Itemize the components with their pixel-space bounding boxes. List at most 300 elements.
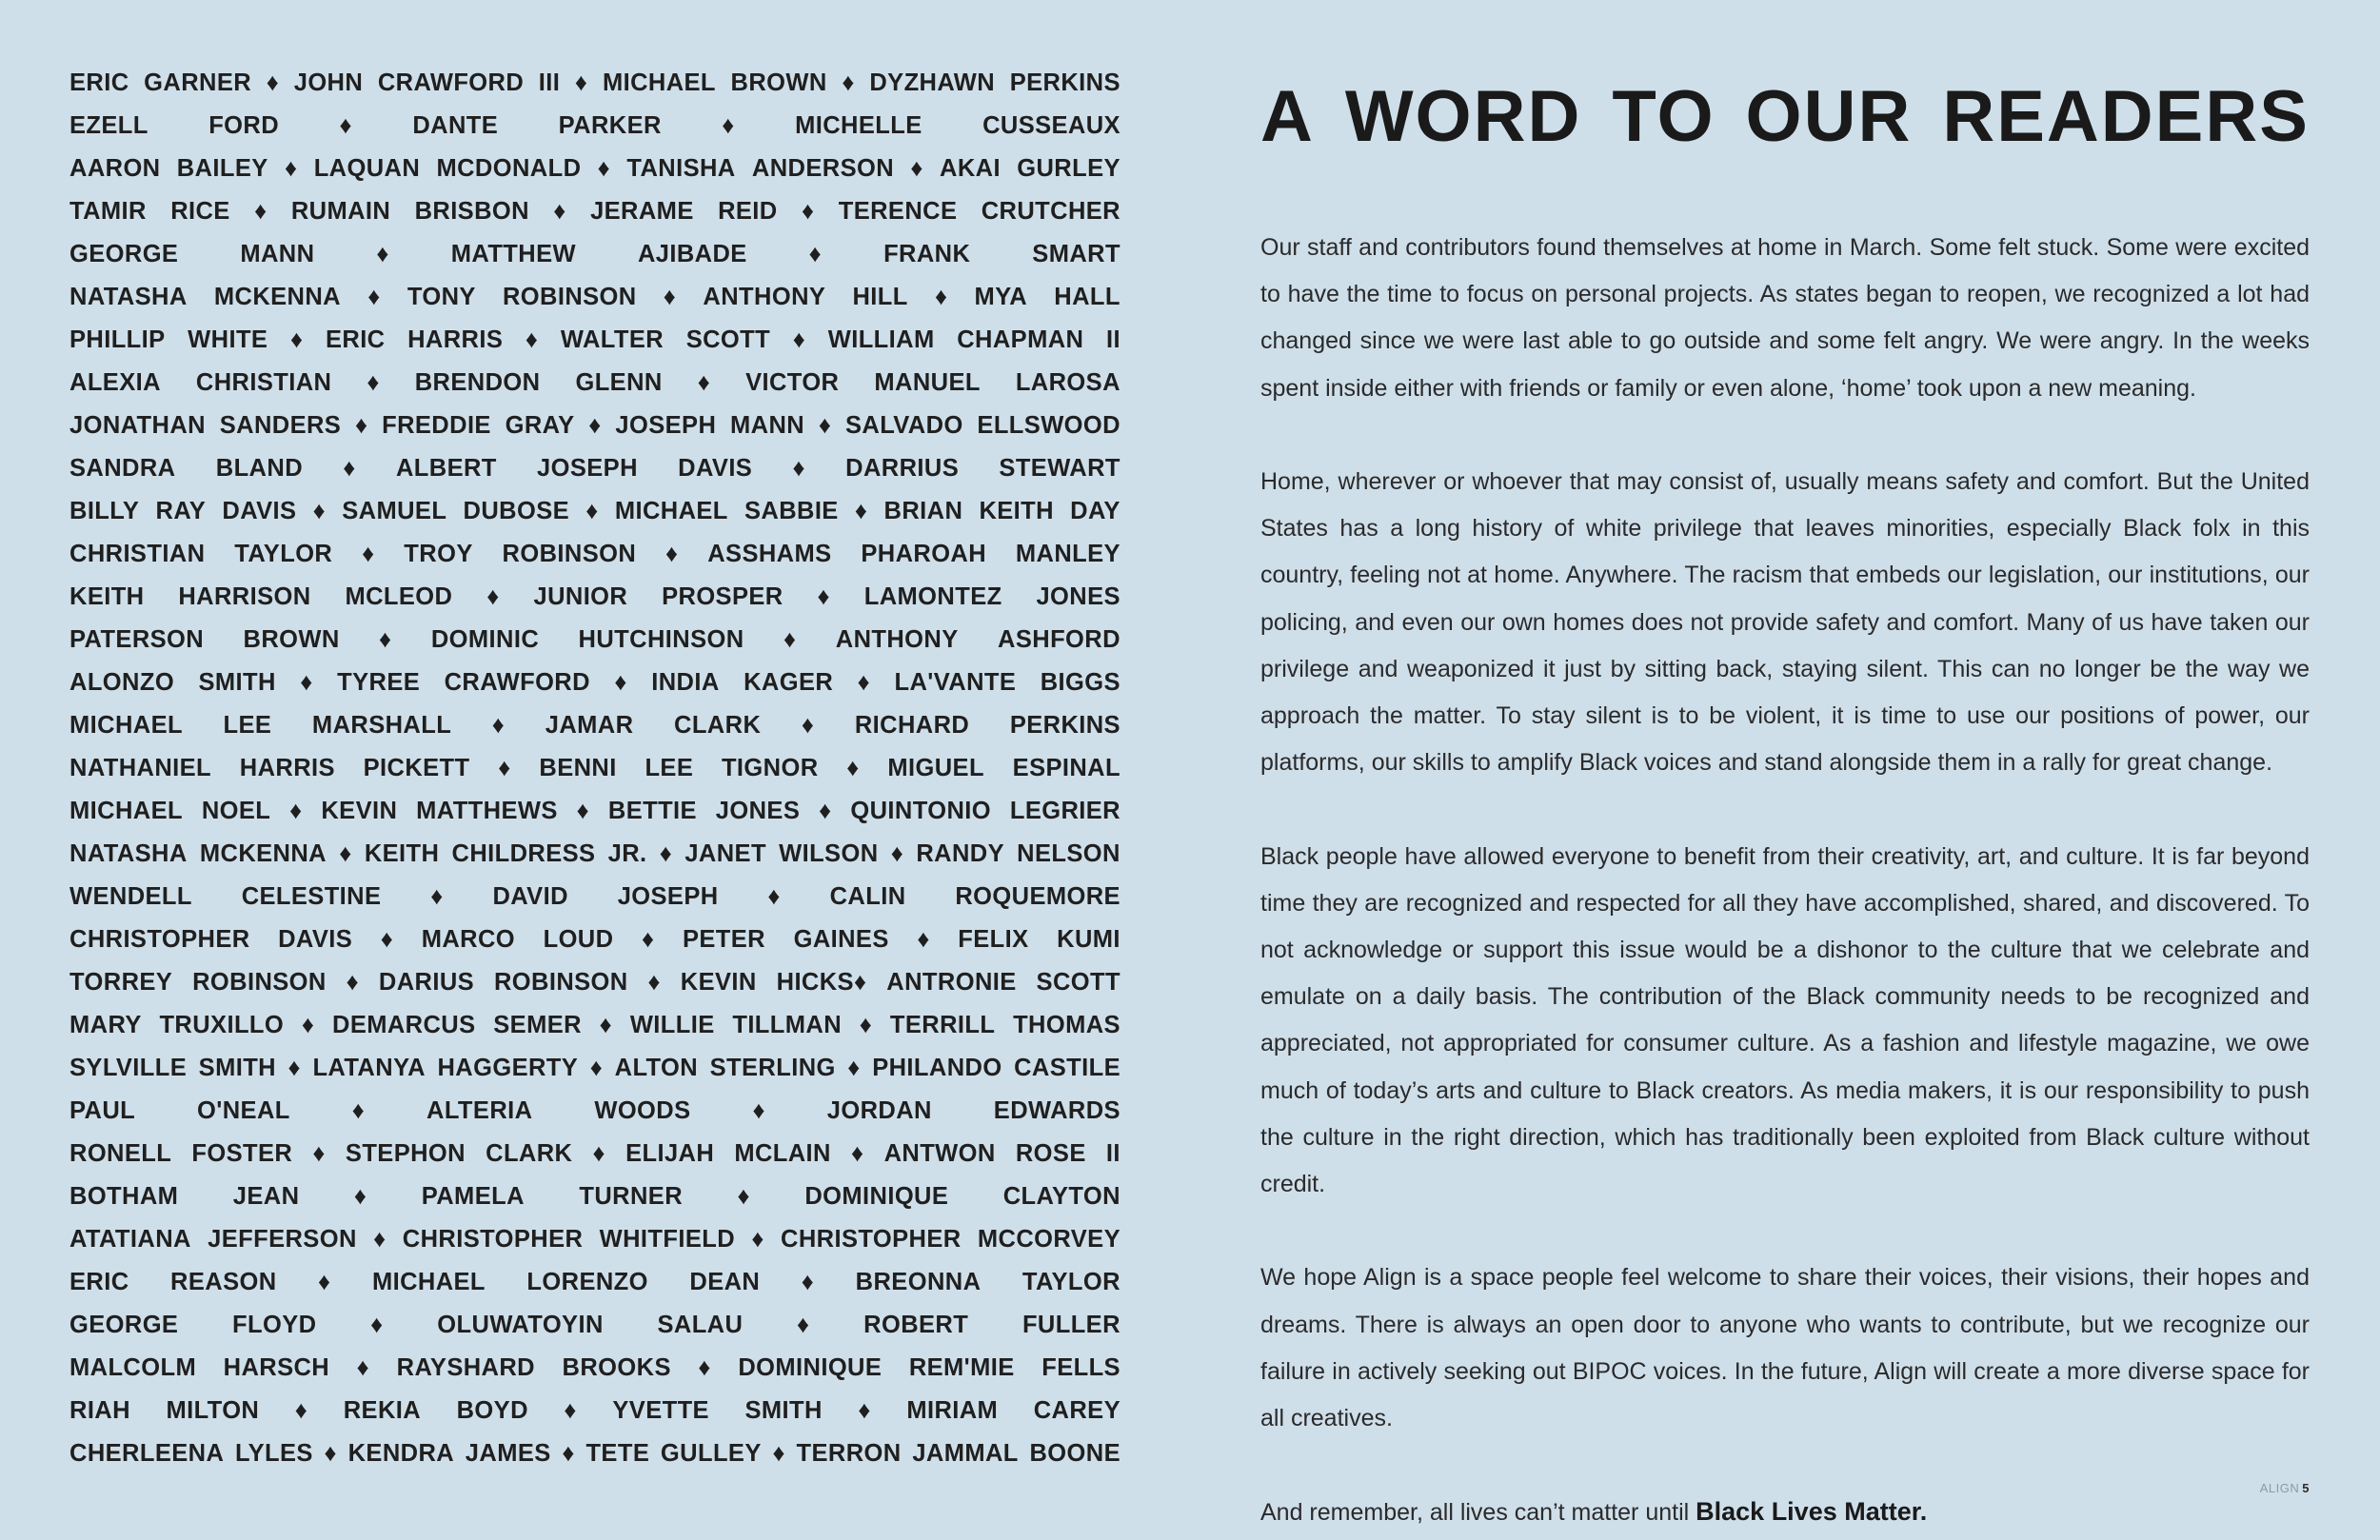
names-line (69, 661, 1121, 704)
name-word: MARSHALL (311, 712, 452, 739)
name-word: DAVIS (278, 926, 353, 953)
diamond-separator-icon: ♦ (842, 69, 855, 96)
name-word: CELESTINE (241, 883, 382, 910)
names-line (69, 918, 1121, 961)
names-line (69, 1432, 1121, 1475)
names-line (69, 233, 1121, 276)
name-word: LORENZO (526, 1269, 648, 1295)
name-word: TERENCE (838, 198, 958, 225)
diamond-separator-icon: ♦ (751, 1226, 764, 1253)
diamond-separator-icon: ♦ (376, 241, 389, 267)
name-word: MARCO (421, 926, 516, 953)
name-word: CLARK (486, 1140, 573, 1167)
name-word: O'NEAL (197, 1097, 290, 1124)
closing-text: And remember, all lives can’t matter until (1260, 1499, 1696, 1527)
name-word: ROQUEMORE (955, 883, 1121, 910)
diamond-separator-icon: ♦ (659, 840, 673, 867)
name-word: REKIA (343, 1397, 422, 1424)
name-word: HARRIS (239, 755, 335, 781)
name-word: ASHFORD (998, 626, 1121, 653)
name-word: SMITH (198, 1055, 276, 1081)
name-word: DEAN (689, 1269, 761, 1295)
names-line (69, 1090, 1121, 1133)
names-line (69, 276, 1121, 319)
name-word: CHERLEENA (69, 1440, 225, 1467)
name-word: TONY (407, 284, 476, 310)
name-word: JONES (1036, 583, 1121, 610)
diamond-separator-icon: ♦ (817, 583, 830, 610)
diamond-separator-icon: ♦ (254, 198, 268, 225)
name-word: SCOTT (685, 326, 771, 353)
name-word: MCLEOD (345, 583, 453, 610)
diamond-separator-icon: ♦ (353, 1183, 367, 1210)
name-word: JOHN (293, 69, 364, 96)
diamond-separator-icon: ♦ (430, 883, 444, 910)
diamond-separator-icon: ♦ (783, 626, 797, 653)
name-word: NOEL (201, 798, 271, 824)
name-word: TANISHA (626, 155, 736, 182)
name-word: TYREE (337, 669, 421, 696)
name-word: ALTERIA (426, 1097, 533, 1124)
diamond-separator-icon: ♦ (356, 1354, 370, 1381)
diamond-separator-icon: ♦ (367, 284, 381, 310)
name-word: GURLEY (1017, 155, 1121, 182)
names-line (69, 876, 1121, 918)
name-word: TETE (585, 1440, 650, 1467)
name-word: DOMINIQUE (804, 1183, 949, 1210)
name-word: CLARK (674, 712, 762, 739)
names-line (69, 1218, 1121, 1261)
diamond-separator-icon: ♦ (498, 755, 511, 781)
name-word: FULLER (1021, 1312, 1121, 1338)
name-word: CHAPMAN (957, 326, 1084, 353)
name-word: JAMES (465, 1440, 551, 1467)
diamond-separator-icon: ♦ (525, 326, 539, 353)
name-word: ERIC (69, 1269, 129, 1295)
closing-paragraph (1260, 1489, 2310, 1536)
diamond-separator-icon: ♦ (300, 669, 313, 696)
name-word: MCDONALD (436, 155, 582, 182)
diamond-separator-icon: ♦ (588, 412, 602, 439)
name-word: CHRISTOPHER (402, 1226, 584, 1253)
name-word: AJIBADE (637, 241, 747, 267)
diamond-separator-icon: ♦ (324, 1440, 337, 1467)
name-word: HILL (852, 284, 908, 310)
name-word: STERLING (709, 1055, 836, 1081)
name-word: PHILLIP (69, 326, 166, 353)
names-list (69, 62, 1121, 1475)
name-word: BILLY (69, 498, 140, 524)
name-word: THOMAS (1013, 1012, 1121, 1038)
names-line (69, 105, 1121, 148)
name-word: DAVID (492, 883, 568, 910)
name-word: MIGUEL (887, 755, 984, 781)
name-word: CHRISTOPHER (69, 926, 250, 953)
names-line (69, 405, 1121, 447)
name-word: NATASHA (69, 840, 188, 867)
name-word: PHAROAH (861, 541, 987, 567)
name-word: CRUTCHER (981, 198, 1121, 225)
diamond-separator-icon: ♦ (562, 1440, 575, 1467)
diamond-separator-icon: ♦ (339, 840, 352, 867)
name-word: LEE (223, 712, 272, 739)
names-line (69, 833, 1121, 876)
name-word: DOMINIC (430, 626, 540, 653)
name-word: DAVIS (222, 498, 297, 524)
name-word: FLOYD (232, 1312, 317, 1338)
name-word: ROBINSON (493, 969, 628, 996)
name-word: ASSHAMS (707, 541, 832, 567)
name-word: CHRISTIAN (195, 369, 332, 396)
diamond-separator-icon: ♦ (819, 798, 832, 824)
name-word: FREDDIE (382, 412, 491, 439)
name-word: MCLAIN (734, 1140, 831, 1167)
name-word: MARY (69, 1012, 142, 1038)
diamond-separator-icon: ♦ (934, 284, 948, 310)
name-word: ANTHONY (835, 626, 959, 653)
name-word: ROBINSON (192, 969, 327, 996)
name-word: BETTIE (607, 798, 697, 824)
diamond-separator-icon: ♦ (647, 969, 661, 996)
name-word: GRAY (505, 412, 575, 439)
name-word: WHITFIELD (599, 1226, 736, 1253)
name-word: TAYLOR (234, 541, 333, 567)
diamond-separator-icon: ♦ (847, 1055, 861, 1081)
name-word: RIAH (69, 1397, 130, 1424)
name-word: BRIAN (883, 498, 963, 524)
name-word: ALONZO (69, 669, 175, 696)
diamond-separator-icon: ♦ (597, 155, 611, 182)
name-word: ANTWON (883, 1140, 996, 1167)
diamond-separator-icon: ♦ (343, 455, 356, 482)
name-word: REID (718, 198, 778, 225)
name-word: JEFFERSON (208, 1226, 357, 1253)
article (1260, 67, 2310, 1537)
diamond-separator-icon: ♦ (846, 755, 860, 781)
name-word: WILLIAM (827, 326, 935, 353)
name-word: RICHARD (854, 712, 970, 739)
diamond-separator-icon: ♦ (564, 1397, 577, 1424)
name-word: LEE (645, 755, 694, 781)
paragraph-1: Our staff and contributors found themselves at home in March. Some felt stuck. Some were excited to have the time to focus on personal projects. As states began to reopen, we recognized a lot had changed since we were last able to go outside and some felt angry. We were angry. In the weeks spent inside either with friends or family or even alone, ‘home’ took upon a new meaning. (1260, 234, 2310, 402)
name-word: WOODS (594, 1097, 691, 1124)
name-word: DAVIS (678, 455, 753, 482)
name-word: MIRIAM (906, 1397, 999, 1424)
name-word: KAGER (744, 669, 834, 696)
name-word: LAMONTEZ (863, 583, 1002, 610)
name-word: ANDERSON (751, 155, 895, 182)
diamond-separator-icon: ♦ (288, 1055, 301, 1081)
article-body (1260, 225, 2310, 1537)
name-word: SABBIE (744, 498, 839, 524)
name-word: LEGRIER (1009, 798, 1121, 824)
name-word: KEVIN (680, 969, 757, 996)
name-word: HICKS♦ (776, 969, 867, 996)
name-word: CASTILE (1014, 1055, 1121, 1081)
name-word: BENNI (539, 755, 617, 781)
name-word: MATTHEWS (416, 798, 558, 824)
name-word: SYLVILLE (69, 1055, 188, 1081)
name-word: TERRILL (889, 1012, 996, 1038)
diamond-separator-icon: ♦ (294, 1397, 308, 1424)
names-line (69, 1304, 1121, 1347)
name-word: DEMARCUS (332, 1012, 476, 1038)
diamond-separator-icon: ♦ (339, 112, 352, 139)
name-word: VICTOR (745, 369, 840, 396)
name-word: GEORGE (69, 1312, 179, 1338)
name-word: SCOTT (1036, 969, 1121, 996)
name-word: PATERSON (69, 626, 205, 653)
name-word: BRENDON (414, 369, 541, 396)
name-word: JONATHAN (69, 412, 206, 439)
name-word: JUNIOR (533, 583, 628, 610)
name-word: MALCOLM (69, 1354, 197, 1381)
name-word: RAYSHARD (396, 1354, 535, 1381)
name-word: LA'VANTE (894, 669, 1017, 696)
name-word: AKAI (940, 155, 1001, 182)
name-word: PETER (682, 926, 766, 953)
magazine-name: ALIGN (2259, 1481, 2300, 1495)
names-line (69, 1047, 1121, 1090)
name-word: KEITH (979, 498, 1054, 524)
diamond-separator-icon: ♦ (697, 369, 711, 396)
name-word: PERKINS (1009, 69, 1121, 96)
diamond-separator-icon: ♦ (857, 669, 871, 696)
diamond-separator-icon: ♦ (289, 326, 304, 353)
name-word: DAY (1070, 498, 1121, 524)
names-line (69, 1133, 1121, 1175)
name-word: JOSEPH (537, 455, 638, 482)
diamond-separator-icon: ♦ (859, 1012, 873, 1038)
names-line (69, 747, 1121, 790)
name-word: MICHELLE (795, 112, 922, 139)
name-word: ERIC (325, 326, 386, 353)
diamond-separator-icon: ♦ (854, 498, 868, 524)
name-word: HARRIS (407, 326, 504, 353)
name-word: EZELL (69, 112, 149, 139)
diamond-separator-icon: ♦ (910, 155, 923, 182)
names-line (69, 704, 1121, 747)
diamond-separator-icon: ♦ (851, 1140, 864, 1167)
name-word: LYLES (234, 1440, 313, 1467)
name-word: AARON (69, 155, 161, 182)
name-word: WHITE (188, 326, 268, 353)
name-word: SANDRA (69, 455, 176, 482)
name-word: HALL (1054, 284, 1121, 310)
name-word: RUMAIN (290, 198, 391, 225)
name-word: DOMINIQUE (738, 1354, 883, 1381)
name-word: BIGGS (1040, 669, 1121, 696)
names-line (69, 447, 1121, 490)
diamond-separator-icon: ♦ (767, 883, 781, 910)
name-word: PHILANDO (872, 1055, 1002, 1081)
diamond-separator-icon: ♦ (737, 1183, 750, 1210)
name-word: WENDELL (69, 883, 192, 910)
names-line (69, 62, 1121, 105)
name-word: JR. (607, 840, 647, 867)
names-line (69, 319, 1121, 362)
names-line (69, 362, 1121, 405)
name-word: RANDY (916, 840, 1004, 867)
name-word: ELLSWOOD (977, 412, 1121, 439)
diamond-separator-icon: ♦ (585, 498, 599, 524)
name-word: TORREY (69, 969, 173, 996)
name-word: CHILDRESS (451, 840, 596, 867)
diamond-separator-icon: ♦ (354, 412, 368, 439)
name-word: BRISBON (414, 198, 529, 225)
name-word: CRAWFORD (377, 69, 525, 96)
name-word: MICHAEL (602, 69, 716, 96)
name-word: TAMIR (69, 198, 147, 225)
names-line (69, 1261, 1121, 1304)
name-word: JAMAR (545, 712, 634, 739)
name-word: CALIN (829, 883, 906, 910)
name-word: DANTE (412, 112, 499, 139)
diamond-separator-icon: ♦ (752, 1097, 765, 1124)
diamond-separator-icon: ♦ (614, 669, 627, 696)
diamond-separator-icon: ♦ (380, 926, 394, 953)
headline-word: OUR (1745, 75, 1913, 157)
name-word: BROOKS (562, 1354, 671, 1381)
name-word: HARRISON (178, 583, 311, 610)
diamond-separator-icon: ♦ (772, 1440, 785, 1467)
names-line (69, 1004, 1121, 1047)
name-word: FOSTER (191, 1140, 293, 1167)
name-word: TAYLOR (1021, 1269, 1121, 1295)
headline-word: WORD (1344, 75, 1582, 157)
name-word: ANTRONIE (886, 969, 1017, 996)
name-word: ROSE (1015, 1140, 1086, 1167)
name-word: SMITH (198, 669, 276, 696)
name-word: FORD (208, 112, 280, 139)
paragraph-3: Black people have allowed everyone to benefit from their creativity, art, and culture. It is far beyond time they are recognized and respected for all they have accomplished, shared, and discovered. To not acknowledge or support this issue would be a dishonor to the culture that we celebrate and emulate on a daily basis. The contribution of the Black community needs to be recognized and appreciated, not appropriated for consumer culture. As a fashion and lifestyle magazine, we owe much of today’s arts and culture to Black creators. As media makers, it is our responsibility to push the culture in the right direction, which has traditionally been exploited from Black culture without credit. (1260, 842, 2310, 1198)
name-word: MCKENNA (213, 284, 342, 310)
name-word: TIGNOR (721, 755, 819, 781)
diamond-separator-icon: ♦ (486, 583, 500, 610)
names-line (69, 1175, 1121, 1218)
name-word: MYA (974, 284, 1028, 310)
diamond-separator-icon: ♦ (367, 369, 380, 396)
name-word: MANLEY (1015, 541, 1121, 567)
name-word: FELLS (1041, 1354, 1121, 1381)
name-word: SALAU (657, 1312, 744, 1338)
diamond-separator-icon: ♦ (599, 1012, 613, 1038)
name-word: QUINTONIO (850, 798, 991, 824)
name-word: GLENN (575, 369, 663, 396)
name-word: MICHAEL (69, 712, 183, 739)
name-word: DUBOSE (463, 498, 570, 524)
name-word: YVETTE (612, 1397, 709, 1424)
name-word: ELIJAH (625, 1140, 715, 1167)
name-word: LAQUAN (313, 155, 421, 182)
name-word: REASON (170, 1269, 277, 1295)
diamond-separator-icon: ♦ (553, 198, 566, 225)
name-word: JOSEPH (617, 883, 719, 910)
name-word: JONES (715, 798, 801, 824)
name-word: ROBINSON (502, 284, 637, 310)
name-word: STEWART (999, 455, 1121, 482)
diamond-separator-icon: ♦ (362, 541, 375, 567)
name-word: MATTHEW (450, 241, 576, 267)
names-line (69, 961, 1121, 1004)
names-line (69, 148, 1121, 190)
diamond-separator-icon: ♦ (890, 840, 904, 867)
name-word: LATANYA (312, 1055, 426, 1081)
names-line (69, 619, 1121, 661)
name-word: GULLEY (660, 1440, 762, 1467)
diamond-separator-icon: ♦ (801, 198, 815, 225)
name-word: CUSSEAUX (982, 112, 1121, 139)
name-word: CHRISTOPHER (781, 1226, 962, 1253)
name-word: MANN (240, 241, 315, 267)
name-word: ANTHONY (703, 284, 826, 310)
name-word: ATATIANA (69, 1226, 191, 1253)
diamond-separator-icon: ♦ (818, 412, 832, 439)
name-word: HUTCHINSON (578, 626, 744, 653)
name-word: BROWN (243, 626, 340, 653)
name-word: CRAWFORD (444, 669, 590, 696)
name-word: MCCORVEY (977, 1226, 1121, 1253)
name-word: RICE (170, 198, 230, 225)
headline-word: A (1260, 75, 1315, 157)
name-word: MCKENNA (199, 840, 327, 867)
name-word: PAUL (69, 1097, 136, 1124)
diamond-separator-icon: ♦ (642, 926, 655, 953)
diamond-separator-icon: ♦ (312, 1140, 326, 1167)
name-word: PICKETT (363, 755, 470, 781)
name-word: LOUD (543, 926, 614, 953)
name-word: SALVADO (844, 412, 963, 439)
diamond-separator-icon: ♦ (858, 1397, 871, 1424)
name-word: WILSON (779, 840, 879, 867)
name-word: SMART (1032, 241, 1121, 267)
name-word: MICHAEL (614, 498, 728, 524)
name-word: ALEXIA (69, 369, 161, 396)
name-word: WALTER (560, 326, 664, 353)
name-word: ROBINSON (502, 541, 637, 567)
name-word: DARIUS (378, 969, 475, 996)
names-line (69, 1347, 1121, 1390)
name-word: ESPINAL (1012, 755, 1121, 781)
diamond-separator-icon: ♦ (592, 1140, 605, 1167)
diamond-separator-icon: ♦ (266, 69, 280, 96)
diamond-separator-icon: ♦ (284, 155, 298, 182)
names-line (69, 533, 1121, 576)
paragraph-2: Home, wherever or whoever that may consist of, usually means safety and comfort. But the United States has a long history of white privilege that leaves minorities, especially Black folx in this country, feeling not at home. Anywhere. The racism that embeds our legislation, our institutions, our policing, and even our own homes does not provide safety and comfort. Many of us have taken our privilege and weaponized it just by sitting back, staying silent. This can no longer be the way we approach the matter. To stay silent is to be violent, it is time to use our positions of power, our platforms, our skills to amplify Black voices and stand alongside them in a rally for great change. (1260, 468, 2310, 777)
name-word: TERRON (796, 1440, 902, 1467)
name-word: REM'MIE (908, 1354, 1015, 1381)
name-word: NELSON (1017, 840, 1121, 867)
name-word: TURNER (579, 1183, 684, 1210)
diamond-separator-icon: ♦ (574, 69, 588, 96)
headline-word: READERS (1942, 75, 2310, 157)
diamond-separator-icon: ♦ (664, 541, 679, 567)
names-line (69, 576, 1121, 619)
name-word: PERKINS (1009, 712, 1121, 739)
name-word: MANUEL (874, 369, 981, 396)
name-word: BREONNA (855, 1269, 982, 1295)
name-word: KUMI (1057, 926, 1121, 953)
name-word: SANDERS (219, 412, 342, 439)
name-word: INDIA (651, 669, 720, 696)
diamond-separator-icon: ♦ (917, 926, 930, 953)
name-word: TROY (404, 541, 473, 567)
name-word: SAMUEL (342, 498, 447, 524)
name-word: CAREY (1033, 1397, 1121, 1424)
name-word: JEAN (232, 1183, 300, 1210)
name-word: HARSCH (223, 1354, 330, 1381)
name-word: BOTHAM (69, 1183, 179, 1210)
